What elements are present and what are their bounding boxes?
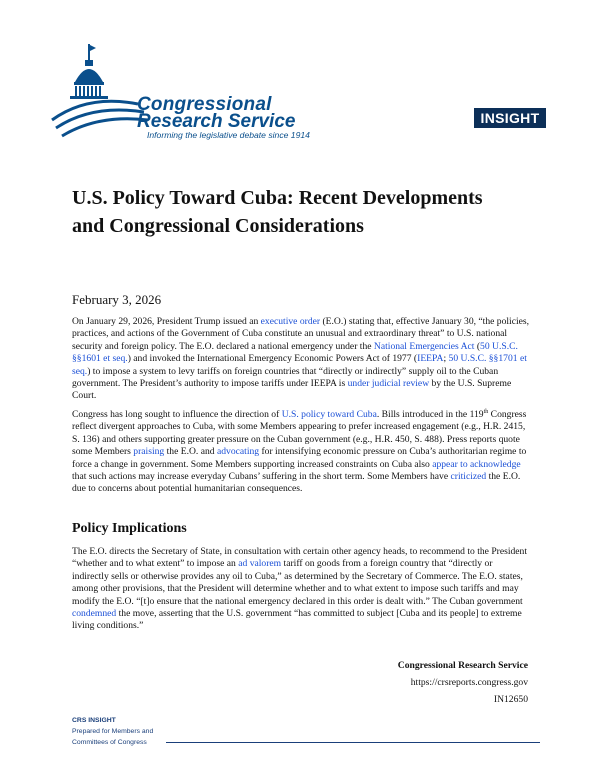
prepared-for-line1: Prepared for Members and — [72, 728, 154, 735]
org-name-line2: Research Service — [137, 111, 296, 132]
body-text: ) to impose a system to levy tariffs on foreign countries that “directly or indirectly” supply oil to the Cuban government. The President’s authority to impose tariffs under IEEPA is — [72, 365, 499, 390]
body-text: ; — [443, 353, 449, 365]
body-text: ( — [474, 340, 481, 352]
body-text: the move, asserting that the U.S. government “has committed to subject [Cuba and its people] to extreme living conditions.” — [72, 608, 522, 632]
body-text: the E.O. due to concerns about potential humanitarian consequences. — [72, 471, 521, 495]
body-text: (E.O.) stating that, effective January 30, “the policies, practices, and actions of the Government of Cuba constitute an unusual and extraordinary threat” to U.S. national security and foreign policy. The E.O. declared a national emergency under the — [72, 316, 530, 352]
body-text: that such actions may increase everyday Cubans’ suffering in the short term. Some Members have — [72, 471, 451, 483]
footer-divider — [166, 742, 540, 743]
link-50-usc-1701[interactable]: 50 U.S.C. §§1701 et seq. — [72, 353, 527, 377]
ordinal-superscript: th — [483, 408, 489, 415]
link-national-emergencies-act[interactable]: National Emergencies Act — [373, 340, 475, 352]
body-text: ) and invoked the International Emergency Economic Powers Act of 1977 ( — [127, 353, 418, 365]
body-text: Congress has long sought to influence the direction of — [72, 409, 282, 420]
body-text: the E.O. and — [164, 446, 217, 458]
link-praising[interactable]: praising — [133, 446, 165, 458]
footer-report-id: IN12650 — [493, 694, 528, 705]
section-heading: Policy Implications — [72, 521, 187, 536]
paragraph-3 — [72, 546, 530, 633]
insight-badge: INSIGHT — [474, 108, 546, 128]
link-advocating[interactable]: advocating — [216, 446, 260, 458]
link-50-usc-1601[interactable]: 50 U.S.C. §§1601 et seq. — [72, 340, 518, 365]
crs-insight-label: CRS INSIGHT — [72, 717, 116, 724]
org-tagline: Informing the legislative debate since 1914 — [147, 130, 310, 140]
body-text: by the U.S. Supreme Court. — [72, 378, 512, 402]
publication-date: February 3, 2026 — [72, 292, 162, 307]
link-under-judicial-review[interactable]: under judicial review — [347, 378, 430, 390]
footer-org: Congressional Research Service — [397, 660, 528, 671]
link-us-policy-toward-cuba[interactable]: U.S. policy toward Cuba — [281, 409, 377, 420]
org-name-line1: Congressional — [137, 94, 272, 115]
prepared-for-line2: Committees of Congress — [72, 739, 147, 746]
body-text: tariff on goods from a foreign country that “directly or indirectly sells or otherwise provides any oil to Cuba,” as determined by the Secretary of Commerce. The E.O. states, among other provisions, that the President will determine whether and to what extent to impose such tariffs and may modify the E.O. “[t]o ensure that the national emergency declared in this order is dealt with.” The Cuban government — [72, 558, 523, 607]
body-text: On January 29, 2026, President Trump issued an — [72, 316, 261, 327]
body-text: . Bills introduced in the 119 — [376, 409, 484, 420]
footer-url: https://crsreports.congress.gov — [410, 677, 528, 688]
paragraph-1 — [72, 316, 530, 403]
link-condemned[interactable]: condemned — [72, 608, 117, 620]
link-ieepa[interactable]: IEEPA — [417, 353, 444, 365]
paragraph-2 — [72, 409, 530, 496]
link-ad-valorem[interactable]: ad valorem — [238, 558, 282, 570]
link-appear-to-acknowledge[interactable]: appear to acknowledge — [432, 458, 521, 470]
body-text: The E.O. directs the Secretary of State, in consultation with certain other agency heads, to recommend to the President “whether and to what extent” to impose an — [72, 546, 528, 570]
body-text: for intensifying economic pressure on Cuba’s authoritarian regime to force a change in government. Some Members supporting increased constraints on Cuba also — [72, 446, 527, 470]
link-criticized[interactable]: criticized — [450, 471, 487, 483]
link-executive-order[interactable]: executive order — [260, 316, 321, 327]
page-title: U.S. Policy Toward Cuba: Recent Developments and Congressional Considerations — [72, 187, 483, 237]
body-text: Congress reflect divergent approaches to Cuba, with some Members appearing to prefer increased engagement (e.g., H.R. 2415, S. 136) and others supporting greater pressure on the Cuban government (e.g., H.R. 450, S. 488). Press reports quote some Members — [72, 409, 527, 458]
